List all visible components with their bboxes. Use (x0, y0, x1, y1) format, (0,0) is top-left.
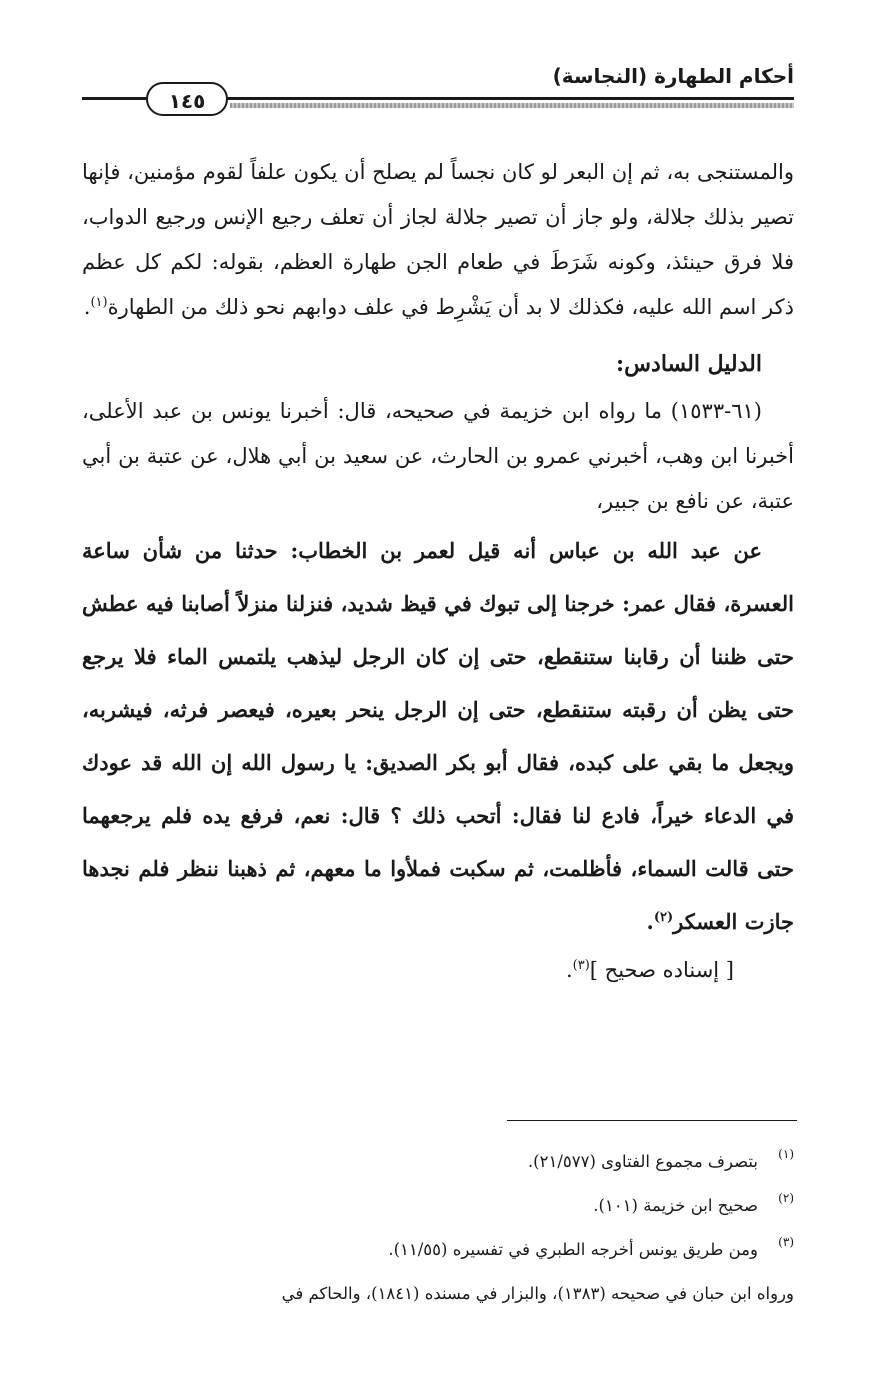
footnote-ref-1: (١) (90, 295, 108, 310)
footnote-number: (٣) (778, 1235, 794, 1249)
footnote-text: ومن طريق يونس أخرجه الطبري في تفسيره (١١/٥٥). (388, 1240, 758, 1259)
footnote-ref-2: (٢) (653, 910, 674, 925)
footnote-number: (١) (778, 1147, 794, 1161)
footnote-continuation: ورواه ابن حبان في صحيحه (١٣٨٣)، والبزار في مسنده (١٨٤١)، والحاكم في (281, 1284, 794, 1303)
footnote-2 (82, 1184, 794, 1228)
hadith-text (82, 524, 794, 948)
running-title: أحكام الطهارة (النجاسة) (552, 64, 794, 88)
ruling (82, 948, 794, 993)
hadith-body: عن عبد الله بن عباس أنه قيل لعمر بن الخطاب: حدثنا من شأن ساعة العسرة، فقال عمر: خرجنا إلى تبوك في قيظ شديد، فنزلنا منزلاً أصابنا فيه عطش حتى ظننا أن رقابنا ستنقطع، حتى إن كان الرجل ليذهب يلتمس الماء فلا يرجع حتى يظن أن رقبته ستنقطع، حتى إن الرجل ينحر بعيره، فيعصر فرثه، فيشربه، ويجعل ما بقي على كبده، فقال أبو بكر الصديق: يا رسول الله إن الله قد عودك في الدعاء خيراً، فادع لنا فقال: أتحب ذلك ؟ قال: نعم، فرفع يده فلم يرجعهما حتى قالت السماء، فأظلمت، ثم سكبت فملأوا ما معهم، ثم ذهبنا ننظر فلم نجدها جازت العسكر (82, 538, 794, 934)
header-decorative-rule (230, 103, 794, 108)
footnote-text: صحيح ابن خزيمة (١٠١). (593, 1196, 758, 1215)
main-text (82, 150, 794, 993)
punctuation: . (83, 295, 91, 319)
page-number: ١٤٥ (146, 82, 228, 116)
punctuation: . (646, 909, 654, 934)
footnote-separator (507, 1120, 797, 1121)
paragraph-explanation (82, 150, 794, 330)
punctuation: . (565, 958, 573, 982)
footnote-1 (82, 1140, 794, 1184)
ruling-text: [ إسناده صحيح ] (589, 958, 734, 982)
isnad-paragraph: (٦١-١٥٣٣) ما رواه ابن خزيمة في صحيحه، قال: أخبرنا يونس بن عبد الأعلى، أخبرنا ابن وهب، أخبرني عمرو بن الحارث، عن سعيد بن أبي هلال، عن عتبة بن أبي عتبة، عن نافع بن جبير، (82, 399, 794, 513)
section-heading: الدليل السادس: (616, 351, 762, 377)
footnote-3 (82, 1228, 794, 1272)
footnote-text: بتصرف مجموع الفتاوى (٢١/٥٧٧). (527, 1152, 758, 1171)
footnote-number: (٢) (778, 1191, 794, 1205)
paragraph-text: والمستنجى به، ثم إن البعر لو كان نجساً لم يصلح أن يكون علفاً لقوم مؤمنين، فإنها تصير بذلك جلالة، ولو جاز أن تصير جلالة لجاز أن تعلف رجيع الإنس ورجيع الدواب، فلا فرق حينئذ، وكونه شَرَطَ في طعام الجن طهارة العظم، بقوله: لكم كل عظم ذكر اسم الله عليه، فكذلك لا بد أن يَشْرِط في علف دوابهم نحو ذلك من الطهارة (82, 160, 795, 319)
footnotes (82, 1140, 794, 1316)
footnote-ref-3: (٣) (572, 958, 590, 973)
page-header (82, 58, 794, 118)
